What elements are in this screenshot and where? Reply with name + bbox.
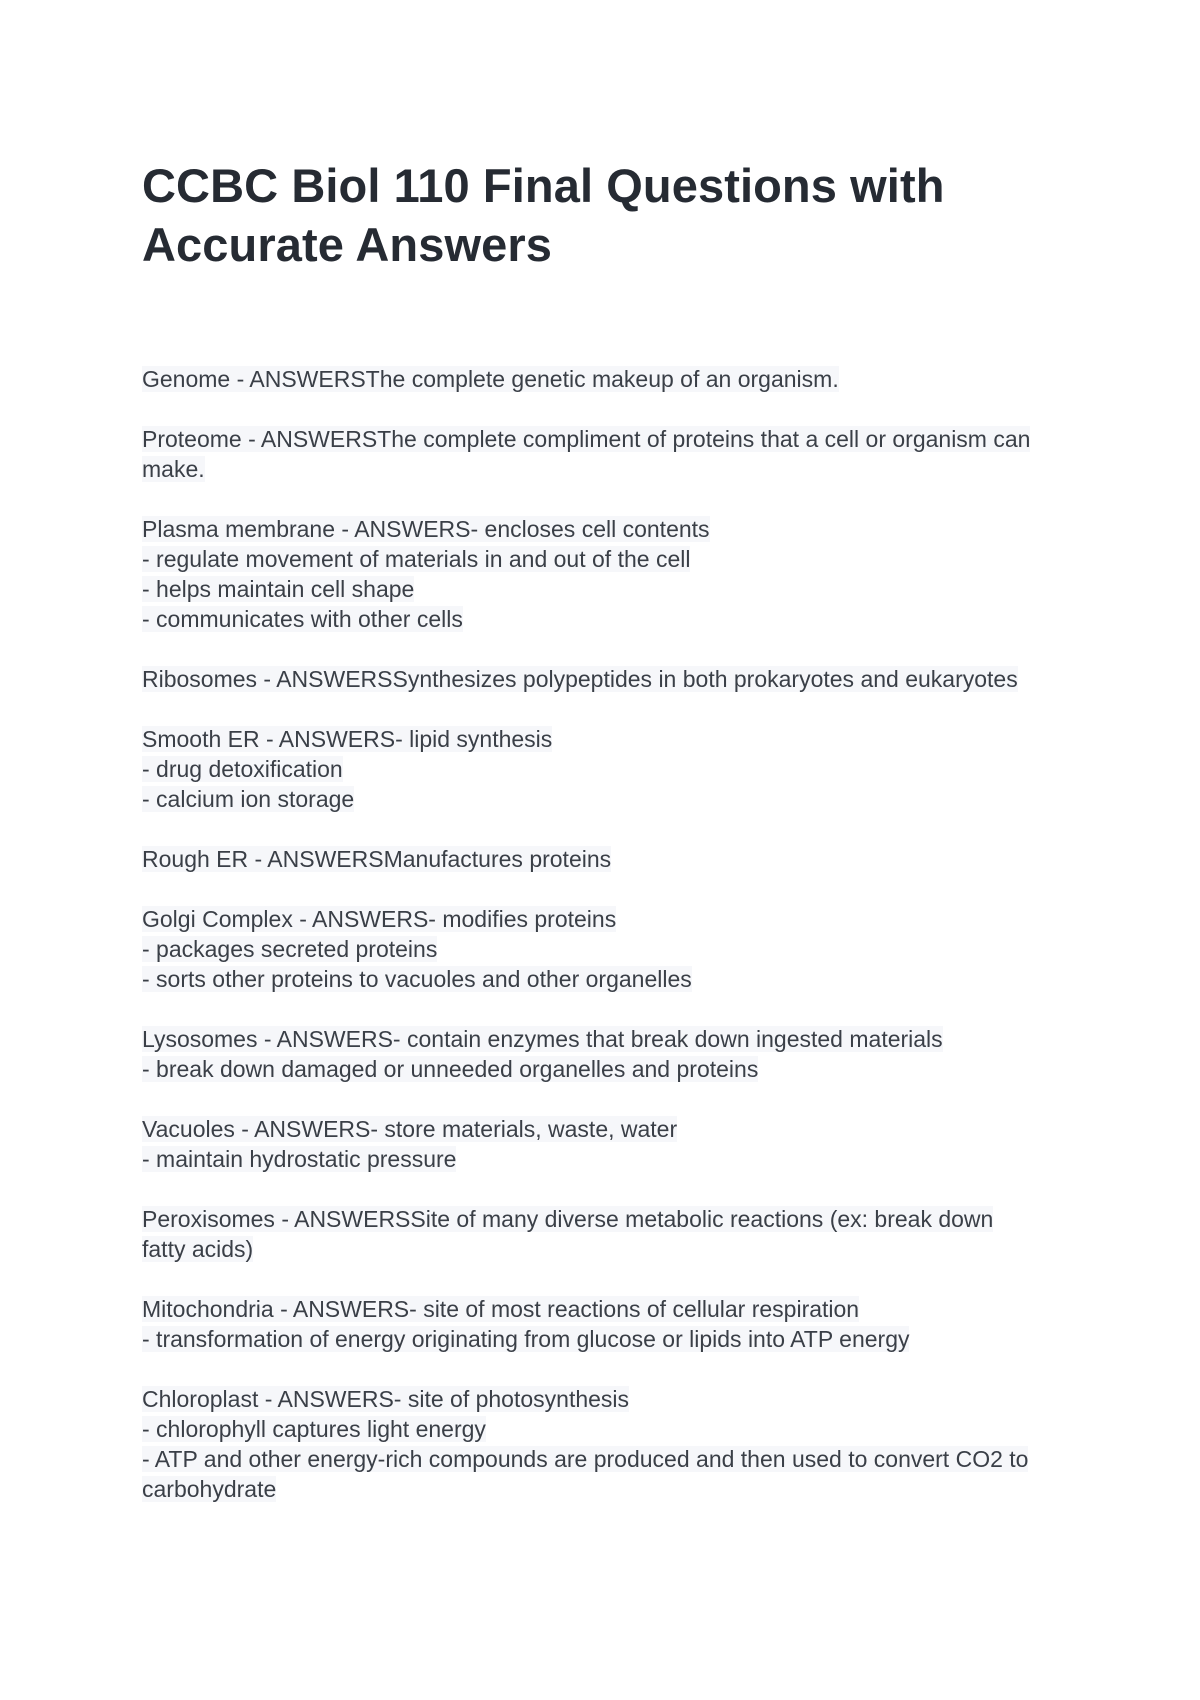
- qa-entry-answer-line: [142, 934, 1072, 964]
- qa-entry-term-line: [142, 424, 1072, 454]
- line-text: - sorts other proteins to vacuoles and other organelles: [142, 966, 692, 992]
- line-text: fatty acids): [142, 1236, 254, 1262]
- qa-entry-term-line: [142, 664, 1072, 694]
- qa-entry: [142, 1204, 1072, 1264]
- qa-entry-term-line: [142, 1384, 1072, 1414]
- line-text: Peroxisomes - ANSWERSSite of many diverse metabolic reactions (ex: break down: [142, 1206, 994, 1232]
- title-line: CCBC Biol 110 Final Questions with: [142, 159, 945, 212]
- qa-entry-answer-line: [142, 964, 1072, 994]
- qa-entry: [142, 1114, 1072, 1174]
- line-text: Genome - ANSWERSThe complete genetic makeup of an organism.: [142, 366, 839, 392]
- line-text: Smooth ER - ANSWERS- lipid synthesis: [142, 726, 553, 752]
- qa-entry: [142, 724, 1072, 814]
- qa-entry-answer-line: [142, 784, 1072, 814]
- qa-entry: [142, 904, 1072, 994]
- qa-entry: [142, 844, 1072, 874]
- line-text: - transformation of energy originating from glucose or lipids into ATP energy: [142, 1326, 910, 1352]
- line-text: Golgi Complex - ANSWERS- modifies proteins: [142, 906, 617, 932]
- qa-entry-answer-line: [142, 1324, 1072, 1354]
- qa-entry-term-line: [142, 1114, 1072, 1144]
- qa-entry-term-line: [142, 364, 1072, 394]
- qa-entry-answer-line: [142, 754, 1072, 784]
- qa-entry: [142, 1024, 1072, 1084]
- line-text: Ribosomes - ANSWERSSynthesizes polypeptides in both prokaryotes and eukaryotes: [142, 666, 1018, 692]
- qa-entry: [142, 514, 1072, 634]
- qa-entry-term-line: [142, 904, 1072, 934]
- line-text: Chloroplast - ANSWERS- site of photosynthesis: [142, 1386, 630, 1412]
- line-text: - break down damaged or unneeded organelles and proteins: [142, 1056, 759, 1082]
- line-text: - drug detoxification: [142, 756, 343, 782]
- line-text: - packages secreted proteins: [142, 936, 438, 962]
- qa-entry: [142, 664, 1072, 694]
- qa-entry: [142, 1384, 1072, 1504]
- qa-entry-answer-line: [142, 544, 1072, 574]
- qa-entry-answer-line: [142, 1474, 1072, 1504]
- qa-entry-term-line: [142, 1294, 1072, 1324]
- qa-entry-term-line: [142, 724, 1072, 754]
- line-text: - helps maintain cell shape: [142, 576, 415, 602]
- qa-entry-term-line: [142, 514, 1072, 544]
- line-text: Vacuoles - ANSWERS- store materials, waste, water: [142, 1116, 678, 1142]
- document-title: [142, 156, 1072, 274]
- line-text: carbohydrate: [142, 1476, 277, 1502]
- qa-entry-answer-line: [142, 604, 1072, 634]
- line-text: - regulate movement of materials in and out of the cell: [142, 546, 691, 572]
- qa-entry-answer-line: [142, 1444, 1072, 1474]
- line-text: Lysosomes - ANSWERS- contain enzymes that break down ingested materials: [142, 1026, 943, 1052]
- line-text: Proteome - ANSWERSThe complete compliment of proteins that a cell or organism can: [142, 426, 1031, 452]
- line-text: make.: [142, 456, 205, 482]
- qa-entry: [142, 364, 1072, 394]
- qa-entry-answer-line: [142, 454, 1072, 484]
- qa-entry-term-line: [142, 1204, 1072, 1234]
- line-text: Plasma membrane - ANSWERS- encloses cell contents: [142, 516, 710, 542]
- line-text: - communicates with other cells: [142, 606, 463, 632]
- qa-entry: [142, 1294, 1072, 1354]
- line-text: Rough ER - ANSWERSManufactures proteins: [142, 846, 612, 872]
- line-text: - maintain hydrostatic pressure: [142, 1146, 457, 1172]
- line-text: - calcium ion storage: [142, 786, 355, 812]
- qa-entry-answer-line: [142, 1234, 1072, 1264]
- line-text: Mitochondria - ANSWERS- site of most reactions of cellular respiration: [142, 1296, 860, 1322]
- line-text: - ATP and other energy-rich compounds are produced and then used to convert CO2 to: [142, 1446, 1029, 1472]
- qa-entry: [142, 424, 1072, 484]
- title-line: Accurate Answers: [142, 218, 552, 271]
- qa-entry-answer-line: [142, 574, 1072, 604]
- qa-entry-answer-line: [142, 1054, 1072, 1084]
- qa-entry-term-line: [142, 1024, 1072, 1054]
- document-page: [142, 156, 1072, 1534]
- qa-list: [142, 364, 1072, 1504]
- line-text: - chlorophyll captures light energy: [142, 1416, 486, 1442]
- qa-entry-term-line: [142, 844, 1072, 874]
- qa-entry-answer-line: [142, 1414, 1072, 1444]
- qa-entry-answer-line: [142, 1144, 1072, 1174]
